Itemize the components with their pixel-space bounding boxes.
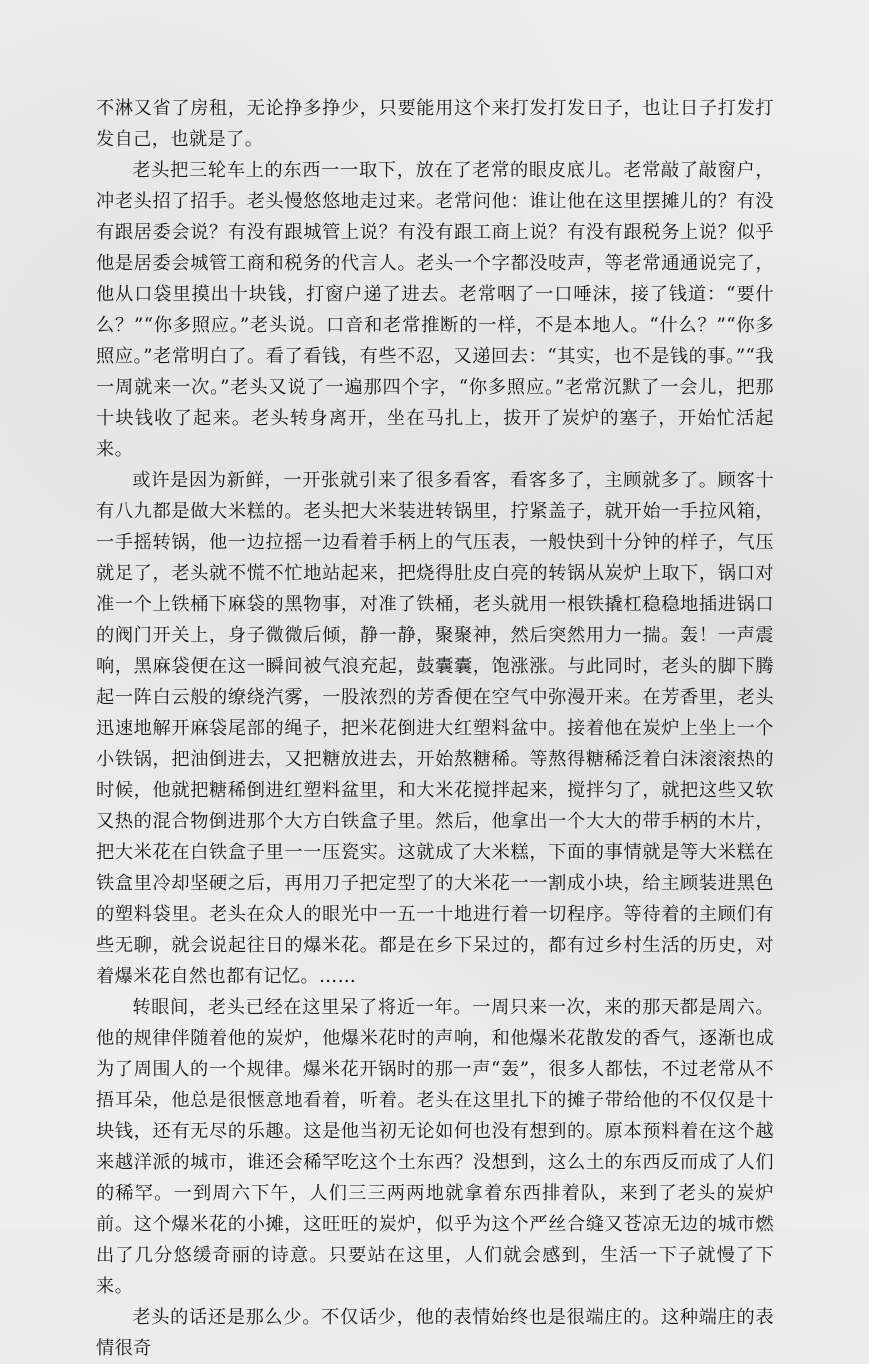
paragraph-continued: 不淋又省了房租，无论挣多挣少，只要能用这个来打发打发日子，也让日子打发打发自己，也就是了。: [96, 98, 774, 150]
paragraph-making-rice-cakes: 或许是因为新鲜，一开张就引来了很多看客，看客多了，主顾就多了。顾客十有八九都是做大米糕的。老头把大米装进转锅里，拧紧盖子，就开始一手拉风箱，一手摇转锅，他一边拉摇一边看着手柄上的气压表，一般快到十分钟的样子，气压就足了，老头就不慌不忙地站起来，把烧得肚皮白亮的转锅从炭炉上取下，锅口对准一个上铁桶下麻袋的黑物事，对准了铁桶，老头就用一根铁撬杠稳稳地插进锅口的阀门开关上，身子微微后倾，静一静，聚聚神，然后突然用力一揣。轰！一声震响，黑麻袋便在这一瞬间被气浪充起，鼓囊囊，饱涨涨。与此同时，老头的脚下腾起一阵白云般的缭绕汽雾，一股浓烈的芳香便在空气中弥漫开来。在芳香里，老头迅速地解开麻袋尾部的绳子，把米花倒进大红塑料盆中。接着他在炭炉上坐上一个小铁锅，把油倒进去，又把糖放进去，开始熬糖稀。等熬得糖稀泛着白沫滚滚热的时候，他就把糖稀倒进红塑料盆里，和大米花搅拌起来，搅拌匀了，就把这些又软又热的混合物倒进那个大方白铁盒子里。然后，他拿出一个大大的带手柄的木片，把大米花在白铁盒子里一一压瓷实。这就成了大米糕，下面的事情就是等大米糕在铁盒里冷却坚硬之后，再用刀子把定型了的大米花一一割成小块，给主顾装进黑色的塑料袋里。老头在众人的眼光中一五一十地进行着一切程序。等待着的主顾们有些无聊，就会说起往日的爆米花。都是在乡下呆过的，都有过乡村生活的历史，对着爆米花自然也都有记忆。……: [96, 470, 774, 987]
paragraph-one-year-later: 转眼间，老头已经在这里呆了将近一年。一周只来一次，来的那天都是周六。他的规律伴随着他的炭炉，他爆米花时的声响，和他爆米花散发的香气，逐渐也成为了周围人的一个规律。爆米花开锅时的那一声“轰”，很多人都怯，不过老常从不捂耳朵，他总是很惬意地看着，听着。老头在这里扎下的摊子带给他的不仅仅是十块钱，还有无尽的乐趣。这是他当初无论如何也没有想到的。原本预料着在这个越来越洋派的城市，谁还会稀罕吃这个土东西？没想到，这么土的东西反而成了人们的稀罕。一到周六下午，人们三三两两地就拿着东西排着队，来到了老头的炭炉前。这个爆米花的小摊，这旺旺的炭炉，似乎为这个严丝合缝又苍凉无边的城市燃出了几分悠缓奇丽的诗意。只要站在这里，人们就会感到，生活一下子就慢了下来。: [96, 997, 774, 1297]
paragraph-old-man-and-lao-chang: 老头把三轮车上的东西一一取下，放在了老常的眼皮底儿。老常敲了敲窗户，冲老头招了招手。老头慢悠悠地走过来。老常问他：谁让他在这里摆摊儿的？有没有跟居委会说？有没有跟城管上说？有没有跟工商上说？有没有跟税务上说？似乎他是居委会城管工商和税务的代言人。老头一个字都没吱声，等老常通通说完了，他从口袋里摸出十块钱，打窗户递了进去。老常咽了一口唾沫，接了钱道：“要什么？”“你多照应。”老头说。口音和老常推断的一样，不是本地人。“什么？”“你多照应。”老常明白了。看了看钱，有些不忍，又递回去：“其实，也不是钱的事。”“我一周就来一次。”老头又说了一遍那四个字，“你多照应。”老常沉默了一会儿，把那十块钱收了起来。老头转身离开，坐在马扎上，拔开了炭炉的塞子，开始忙活起来。: [96, 160, 774, 460]
paragraph-few-words: 老头的话还是那么少。不仅话少，他的表情始终也是很端庄的。这种端庄的表情很奇: [96, 1307, 774, 1359]
article-body: [96, 93, 774, 1364]
